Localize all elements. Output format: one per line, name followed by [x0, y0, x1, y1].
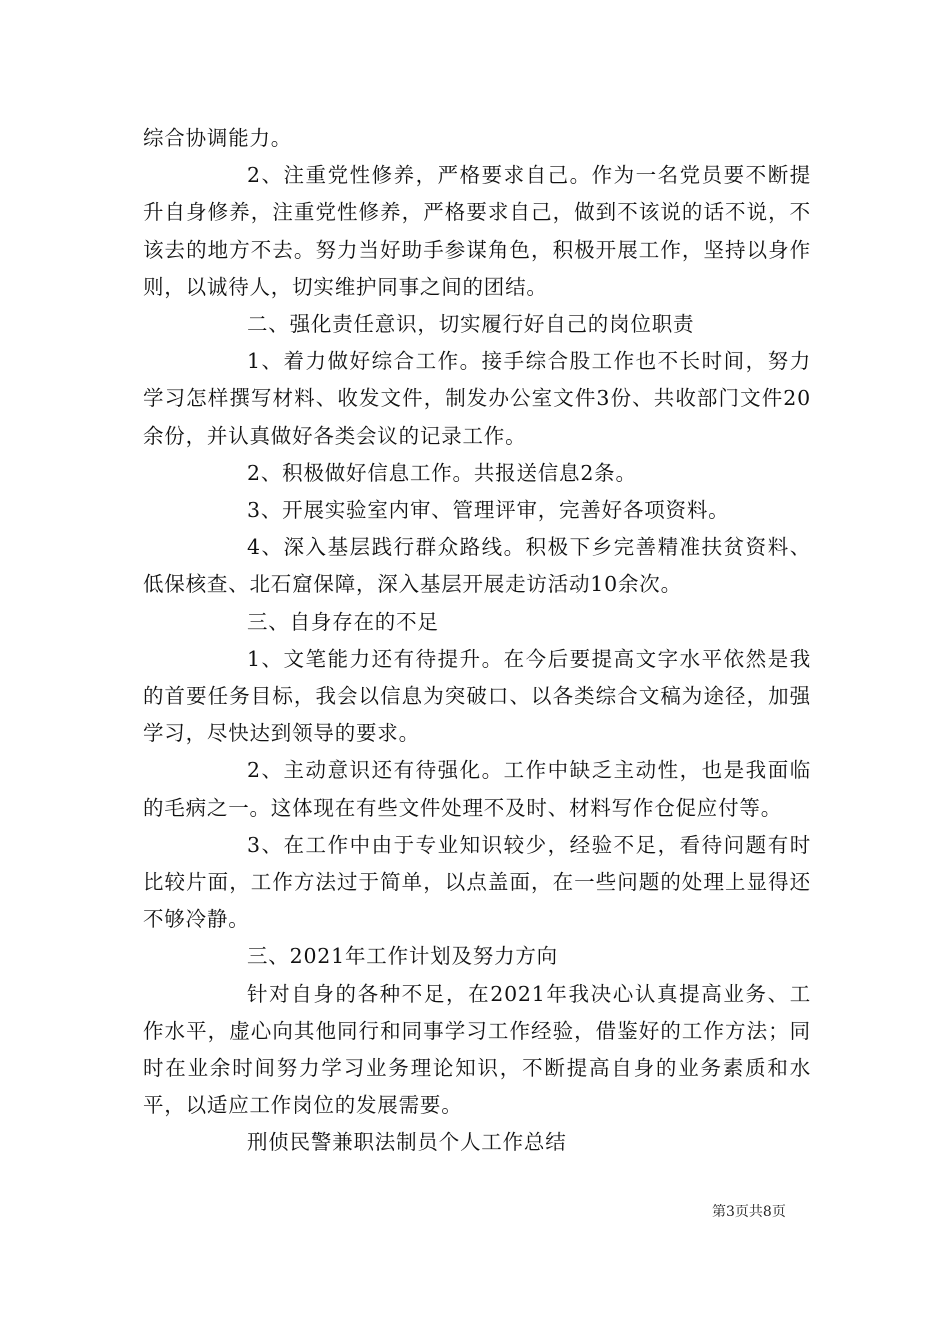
paragraph-5: 2、积极做好信息工作。共报送信息2条。 [247, 460, 637, 485]
paragraph-1: 综合协调能力。 [143, 126, 293, 150]
paragraph-7: 4、深入基层践行群众路线。积极下乡完善精准扶贫资料、低保核查、北石窟保障，深入基层开展走访活动10余次。 [143, 535, 811, 597]
paragraph-13: 针对自身的各种不足，在2021年我决心认真提高业务、工作水平，虚心向其他同行和同事学习工作经验，借鉴好的工作方法；同时在业余时间努力学习业务理论知识，不断提高自身的业务素质和水平，以适应工作岗位的发展需要。 [143, 981, 811, 1118]
page-number: 第3页共8页 [712, 1204, 786, 1220]
document-body [143, 120, 811, 1162]
paragraph-2: 2、注重党性修养，严格要求自己。作为一名党员要不断提升自身修养，注重党性修养，严格要求自己，做到不该说的话不说，不该去的地方不去。努力当好助手参谋角色，积极开展工作，坚持以身作则，以诚待人，切实维护同事之间的团结。 [143, 163, 811, 299]
section-heading-3: 三、自身存在的不足 [247, 609, 439, 634]
paragraph-11: 3、在工作中由于专业知识较少，经验不足，看待问题有时比较片面，工作方法过于简单，以点盖面，在一些问题的处理上显得还不够冷静。 [143, 832, 811, 932]
paragraph-10: 2、主动意识还有待强化。工作中缺乏主动性，也是我面临的毛病之一。这体现在有些文件处理不及时、材料写作仓促应付等。 [143, 758, 811, 820]
paragraph-6: 3、开展实验室内审、管理评审，完善好各项资料。 [247, 498, 730, 523]
section-heading-plan: 三、2021年工作计划及努力方向 [247, 944, 558, 969]
section-heading-2: 二、强化责任意识，切实履行好自己的岗位职责 [247, 312, 695, 337]
next-document-title: 刑侦民警兼职法制员个人工作总结 [247, 1130, 567, 1155]
paragraph-9: 1、文笔能力还有待提升。在今后要提高文字水平依然是我的首要任务目标，我会以信息为突破口、以各类综合文稿为途径，加强学习，尽快达到领导的要求。 [143, 646, 811, 746]
paragraph-4: 1、着力做好综合工作。接手综合股工作也不长时间，努力学习怎样撰写材料、收发文件，制发办公室文件3份、共收部门文件20余份，并认真做好各类会议的记录工作。 [143, 349, 811, 448]
